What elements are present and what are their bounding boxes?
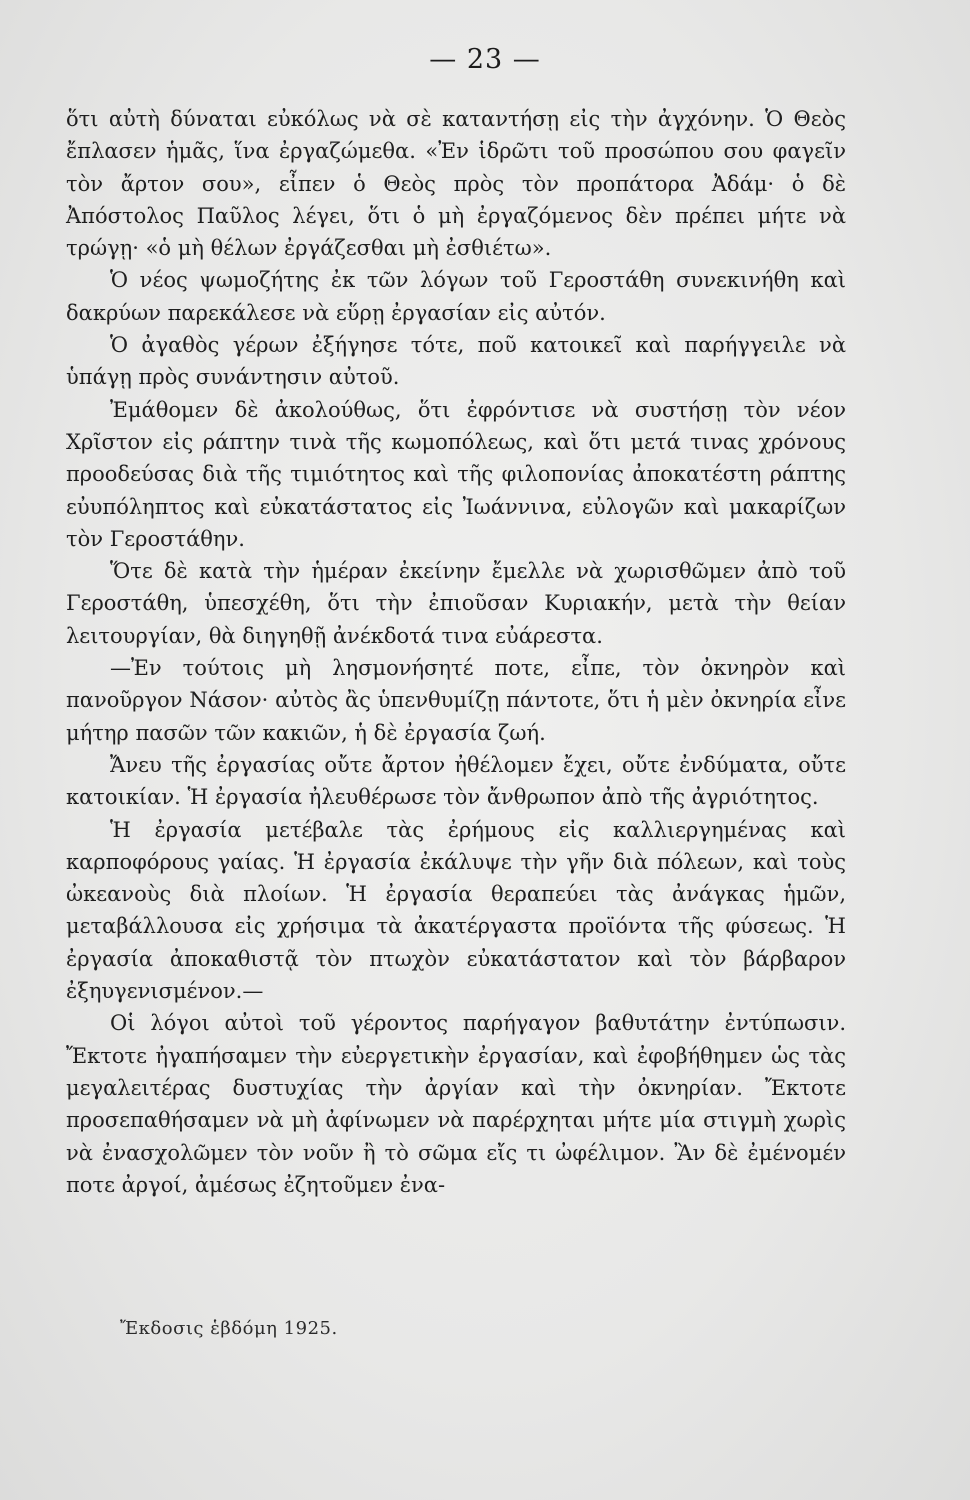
paragraph-1: ὅτι αὐτὴ δύναται εὐκόλως νὰ σὲ καταντήσῃ εἰς τὴν ἀγχόνην. Ὁ Θεὸς ἔπλασεν ἡμᾶς, ἵνα ἐργαζώμεθα. «Ἐν ἱδρῶτι τοῦ προσώπου σου φαγεῖν τὸν ἄρτον σου», εἶπεν ὁ Θεὸς πρὸς τὸν προπάτορα Ἀδάμ· ὁ δὲ Ἀπόστολος Παῦλος λέγει, ὅτι ὁ μὴ ἐργαζόμενος δὲν πρέπει μήτε νὰ τρώγῃ· «ὁ μὴ θέλων ἐργάζεσθαι μὴ ἐσθιέτω». <box>66 107 846 261</box>
paragraph-2: Ὁ νέος ψωμοζήτης ἐκ τῶν λόγων τοῦ Γεροστάθη συνεκινήθη καὶ δακρύων παρεκάλεσε νὰ εὕρῃ ἐργασίαν εἰς αὐτόν. <box>66 268 846 325</box>
paragraph-6: —Ἐν τούτοις μὴ λησμονήσητέ ποτε, εἶπε, τὸν ὀκνηρὸν καὶ πανοῦργον Νάσον· αὐτὸς ἂς ὑπενθυμίζῃ πάντοτε, ὅτι ἡ μὲν ὀκνηρία εἶνε μήτηρ πασῶν τῶν κακιῶν, ἡ δὲ ἐργασία ζωή. <box>66 656 846 745</box>
page-number: — 23 — <box>429 44 541 75</box>
paragraph-8: Ἡ ἐργασία μετέβαλε τὰς ἐρήμους εἰς καλλιεργημένας καὶ καρποφόρους γαίας. Ἡ ἐργασία ἐκάλυψε τὴν γῆν διὰ πόλεων, καὶ τοὺς ὠκεανοὺς διὰ πλοίων. Ἡ ἐργασία θεραπεύει τὰς ἀνάγκας ἡμῶν, μεταβάλλουσα εἰς χρήσιμα τὰ ἀκατέργαστα προϊόντα τῆς φύσεως. Ἡ ἐργασία ἀποκαθιστᾷ τὸν πτωχὸν εὐκατάστατον καὶ τὸν βάρβαρον ἐξηυγενισμένον.— <box>66 817 846 1004</box>
paragraph-9: Οἱ λόγοι αὐτοὶ τοῦ γέροντος παρήγαγον βαθυτάτην ἐντύπωσιν. Ἔκτοτε ἠγαπήσαμεν τὴν εὐεργετικὴν ἐργασίαν, καὶ ἐφοβήθημεν ὡς τὰς μεγαλειτέρας δυστυχίας τὴν ἀργίαν καὶ τὴν ὀκνηρίαν. Ἔκτοτε προσεπαθήσαμεν νὰ μὴ ἀφίνωμεν νὰ παρέρχηται μήτε μία στιγμὴ χωρὶς νὰ ἐνασχολῶμεν τὸν νοῦν ἢ τὸ σῶμα εἴς τι ὠφέλιμον. Ἂν δὲ ἐμένομέν ποτε ἀργοί, ἀμέσως ἐζητοῦμεν ἐνα- <box>66 1011 846 1197</box>
paragraph-4: Ἐμάθομεν δὲ ἀκολούθως, ὅτι ἐφρόντισε νὰ συστήσῃ τὸν νέον Χρῖστον εἰς ράπτην τινὰ τῆς κωμοπόλεως, καὶ ὅτι μετά τινας χρόνους προοδεύσας διὰ τῆς τιμιότητος καὶ τῆς φιλοπονίας ἀποκατέστη ράπτης εὐυπόληπτος καὶ εὐκατάστατος εἰς Ἰωάννινα, εὐλογῶν καὶ μακαρίζων τὸν Γεροστάθην. <box>66 397 846 551</box>
edition-footnote: Ἔκδοσις ἑβδόμη 1925. <box>120 1318 338 1339</box>
paragraph-5: Ὅτε δὲ κατὰ τὴν ἡμέραν ἐκείνην ἔμελλε νὰ χωρισθῶμεν ἀπὸ τοῦ Γεροστάθη, ὑπεσχέθη, ὅτι τὴν ἐπιοῦσαν Κυριακήν, μετὰ τὴν θείαν λειτουργίαν, θὰ διηγηθῇ ἀνέκδοτά τινα εὐάρεστα. <box>66 559 846 648</box>
paragraph-7: Ἄνευ τῆς ἐργασίας οὔτε ἄρτον ἠθέλομεν ἔχει, οὔτε ἐνδύματα, οὔτε κατοικίαν. Ἡ ἐργασία ἠλευθέρωσε τὸν ἄνθρωπον ἀπὸ τῆς ἀγριότητος. <box>66 752 846 810</box>
paragraph-3: Ὁ ἀγαθὸς γέρων ἐξήγησε τότε, ποῦ κατοικεῖ καὶ παρήγγειλε νὰ ὑπάγῃ πρὸς συνάντησιν αὐτοῦ. <box>66 333 846 390</box>
body-text <box>66 103 846 1201</box>
